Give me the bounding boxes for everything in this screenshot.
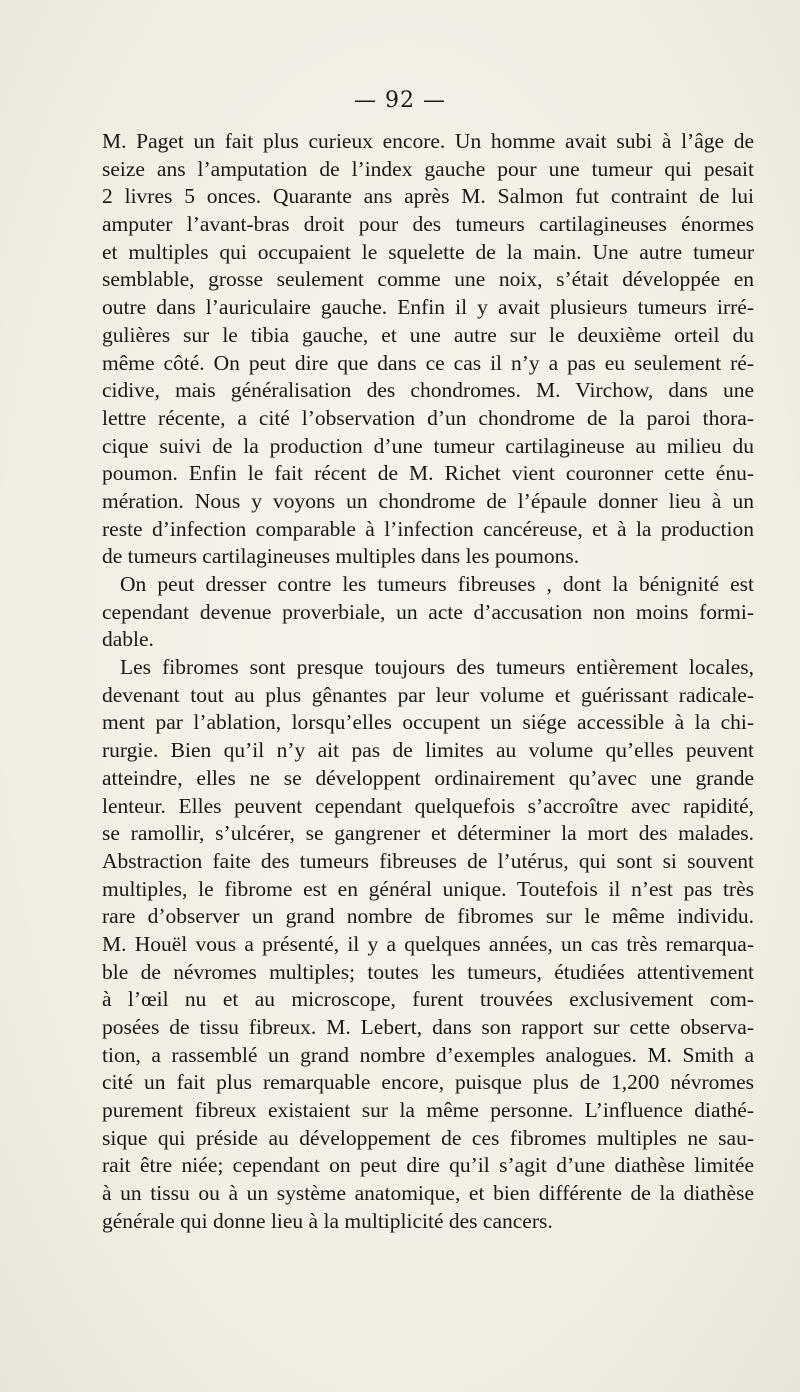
text-line: rare d’observer un grand nombre de fibromes sur le même individu. [102, 904, 754, 929]
text-line: dable. [102, 627, 154, 652]
text-line: atteindre, elles ne se développent ordinairement qu’avec une grande [102, 765, 754, 790]
text-line: 2 livres 5 onces. Quarante ans après M. Salmon fut contraint de lui [102, 184, 754, 209]
text-line: générale qui donne lieu à la multiplicité des cancers. [102, 1208, 553, 1233]
text-line: gulières sur le tibia gauche, et une autre sur le deuxième orteil du [102, 322, 754, 347]
text-line: purement fibreux existaient sur la même personne. L’influence diathé- [102, 1098, 754, 1123]
text-line: rurgie. Bien qu’il n’y ait pas de limites au volume qu’elles peuvent [102, 738, 754, 763]
text-line: lettre récente, a cité l’observation d’un chondrome de la paroi thora- [102, 405, 754, 430]
text-line: cidive, mais généralisation des chondromes. M. Virchow, dans une [102, 378, 754, 403]
text-line: multiples, le fibrome est en général unique. Toutefois il n’est pas très [102, 876, 754, 901]
text-line: poumon. Enfin le fait récent de M. Richet vient couronner cette énu- [102, 461, 754, 486]
text-line: semblable, grosse seulement comme une noix, s’était développée en [102, 267, 754, 292]
text-line: Abstraction faite des tumeurs fibreuses de l’utérus, qui sont si souvent [102, 848, 754, 873]
text-line: et multiples qui occupaient le squelette de la main. Une autre tumeur [102, 239, 754, 264]
text-line: cité un fait plus remarquable encore, puisque plus de 1,200 névromes [102, 1070, 754, 1095]
text-line: se ramollir, s’ulcérer, se gangrener et déterminer la mort des malades. [102, 821, 754, 846]
text-line: devenant tout au plus gênantes par leur volume et guérissant radicale- [102, 682, 754, 707]
text-line: M. Paget un fait plus curieux encore. Un homme avait subi à l’âge de [102, 129, 754, 153]
text-line: cique suivi de la production d’une tumeur cartilagineuse au milieu du [102, 433, 754, 458]
text-line: outre dans l’auriculaire gauche. Enfin il y avait plusieurs tumeurs irré- [102, 295, 754, 320]
text-line: M. Houël vous a présenté, il y a quelques années, un cas très remarqua- [102, 931, 754, 956]
paragraph [102, 128, 754, 571]
body-text [102, 128, 754, 1236]
text-line: mération. Nous y voyons un chondrome de l’épaule donner lieu à un [102, 488, 754, 513]
text-line: de tumeurs cartilagineuses multiples dans les poumons. [102, 544, 580, 569]
paragraph [102, 654, 754, 1235]
text-line: sique qui préside au développement de ces fibromes multiples ne sau- [102, 1125, 754, 1150]
text-line: reste d’infection comparable à l’infection cancéreuse, et à la production [102, 516, 754, 541]
paragraph [102, 571, 754, 654]
page-number: — 92 — [354, 88, 446, 113]
text-line: tion, a rassemblé un grand nombre d’exemples analogues. M. Smith a [102, 1042, 754, 1067]
text-line: seize ans l’amputation de l’index gauche pour une tumeur qui pesait [102, 156, 754, 181]
text-line: ment par l’ablation, lorsqu’elles occupent un siége accessible à la chi- [102, 710, 754, 735]
text-line: même côté. On peut dire que dans ce cas il n’y a pas eu seulement ré- [102, 350, 754, 375]
text-line: à l’œil nu et au microscope, furent trouvées exclusivement com- [102, 987, 754, 1012]
text-line: cependant devenue proverbiale, un acte d’accusation non moins formi- [102, 599, 754, 624]
text-line: lenteur. Elles peuvent cependant quelquefois s’accroître avec rapidité, [102, 793, 754, 818]
text-line: ble de névromes multiples; toutes les tumeurs, étudiées attentivement [102, 959, 754, 984]
text-line: posées de tissu fibreux. M. Lebert, dans son rapport sur cette observa- [102, 1015, 754, 1039]
text-line: amputer l’avant-bras droit pour des tumeurs cartilagineuses énormes [102, 212, 754, 237]
text-line: à un tissu ou à un système anatomique, et bien différente de la diathèse [102, 1181, 754, 1206]
text-line: On peut dresser contre les tumeurs fibreuses , dont la bénignité est [120, 572, 754, 596]
text-line: rait être niée; cependant on peut dire qu’il s’agit d’une diathèse limitée [102, 1153, 754, 1178]
text-line: Les fibromes sont presque toujours des tumeurs entièrement locales, [120, 655, 754, 680]
